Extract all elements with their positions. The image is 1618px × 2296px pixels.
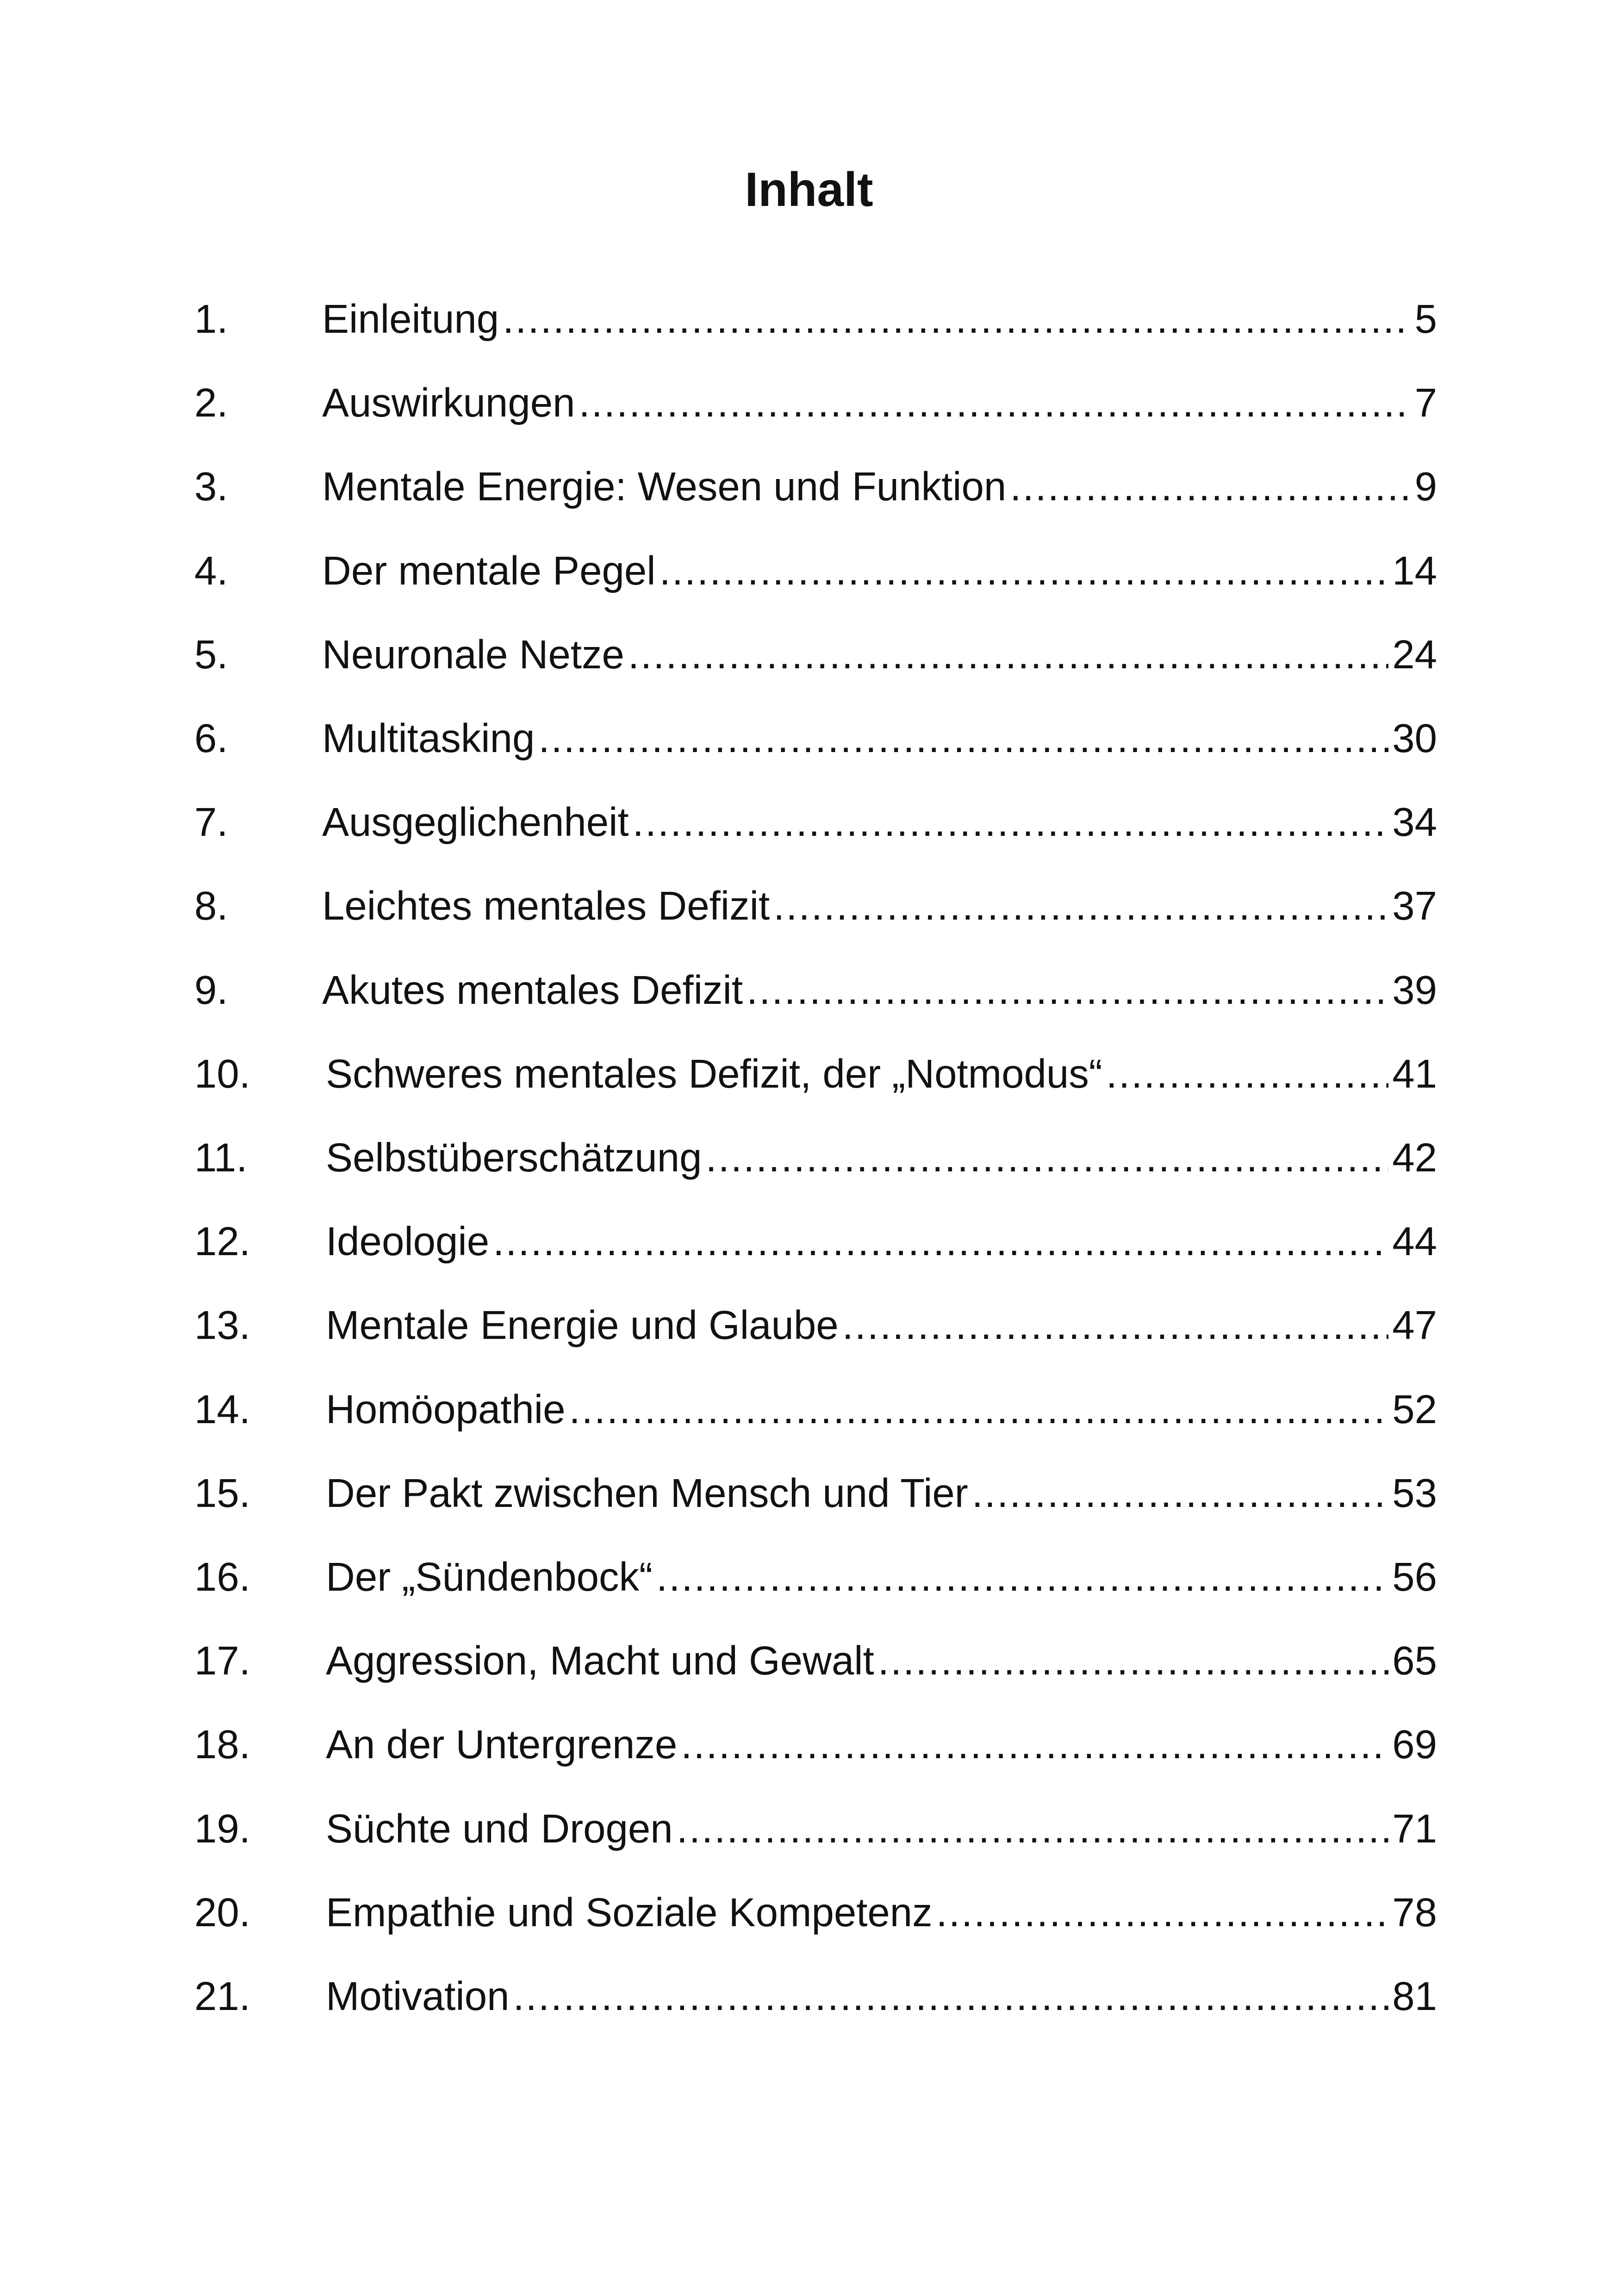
toc-dot-leader (1010, 459, 1411, 515)
toc-entry-line (322, 375, 1437, 431)
toc-entry-line (322, 543, 1437, 599)
toc-entry-label: Akutes mentales Defizit (322, 968, 743, 1013)
toc-dot-leader (747, 963, 1388, 1018)
toc-entry-label: Aggression, Macht und Gewalt (326, 1638, 874, 1683)
toc-entry-number: 21. (194, 1974, 250, 2019)
toc-entry-line (322, 292, 1437, 347)
toc-entry-number: 10. (194, 1052, 250, 1096)
toc-entry-page-number: 30 (1392, 716, 1437, 761)
toc-entry-page-number: 78 (1392, 1890, 1437, 1935)
toc-entry-number: 11. (194, 1135, 248, 1180)
toc-entry[interactable] (194, 711, 1437, 766)
toc-entry-number: 19. (194, 1806, 250, 1851)
toc-entry-label: Der mentale Pegel (322, 548, 656, 593)
toc-entry[interactable] (194, 1549, 1437, 1605)
toc-entry-line (326, 1466, 1437, 1521)
toc-entry-line (326, 1046, 1437, 1102)
toc-entry-number: 14. (194, 1387, 250, 1432)
toc-entry-number: 18. (194, 1722, 250, 1767)
toc-entry[interactable] (194, 1885, 1437, 1941)
toc-entry-number: 12. (194, 1219, 250, 1264)
toc-entry-label: An der Untergrenze (326, 1722, 678, 1767)
toc-entry-label: Multitasking (322, 716, 535, 761)
toc-entry-page-number: 9 (1414, 464, 1437, 509)
toc-entry-number: 6. (194, 716, 228, 761)
toc-entry-line (326, 1717, 1437, 1773)
toc-entry-label: Der „Sündenbock“ (326, 1555, 653, 1599)
toc-dot-leader (842, 1298, 1389, 1353)
toc-entry-line (326, 1298, 1437, 1353)
toc-entry-label: Einleitung (322, 297, 499, 342)
toc-entry-page-number: 69 (1392, 1722, 1437, 1767)
toc-entry-page-number: 37 (1392, 884, 1437, 928)
toc-entry[interactable] (194, 1801, 1437, 1857)
toc-entry-page-number: 7 (1414, 380, 1437, 425)
page-title: Inhalt (745, 163, 873, 217)
toc-entry-number: 5. (194, 632, 228, 677)
toc-entry-page-number: 34 (1392, 800, 1437, 845)
toc-entry[interactable] (194, 1046, 1437, 1102)
toc-dot-leader (579, 375, 1411, 431)
toc-entry-page-number: 56 (1392, 1555, 1437, 1599)
toc-dot-leader (878, 1633, 1388, 1689)
toc-entry-number: 3. (194, 464, 228, 509)
toc-entry-line (322, 711, 1437, 766)
toc-entry-line (326, 1885, 1437, 1941)
toc-entry-label: Auswirkungen (322, 380, 575, 425)
toc-entry-number: 9. (194, 968, 228, 1013)
toc-entry-line (326, 1214, 1437, 1269)
toc-entry-number: 16. (194, 1555, 250, 1599)
toc-entry-label: Selbstüberschätzung (326, 1135, 702, 1180)
toc-entry-label: Leichtes mentales Defizit (322, 884, 770, 928)
toc-entry-line (322, 795, 1437, 850)
toc-entry[interactable] (194, 1633, 1437, 1689)
toc-entry-label: Süchte und Drogen (326, 1806, 673, 1851)
toc-entry-label: Neuronale Netze (322, 632, 624, 677)
toc-entry-page-number: 47 (1392, 1303, 1437, 1348)
toc-entry-page-number: 52 (1392, 1387, 1437, 1432)
toc-entry[interactable] (194, 1969, 1437, 2024)
toc-entry[interactable] (194, 375, 1437, 431)
toc-entry-number: 20. (194, 1890, 250, 1935)
toc-dot-leader (677, 1801, 1389, 1857)
toc-dot-leader (628, 627, 1388, 683)
toc-entry[interactable] (194, 1130, 1437, 1186)
toc-entry-line (322, 627, 1437, 683)
toc-entry-page-number: 5 (1414, 297, 1437, 342)
toc-entry-number: 1. (194, 297, 228, 342)
toc-entry[interactable] (194, 543, 1437, 599)
toc-entry[interactable] (194, 627, 1437, 683)
toc-entry-page-number: 81 (1392, 1974, 1437, 2019)
toc-entry-line (322, 878, 1437, 934)
toc-entry-page-number: 65 (1392, 1638, 1437, 1683)
toc-dot-leader (773, 878, 1388, 934)
toc-entry-page-number: 44 (1392, 1219, 1437, 1264)
toc-entry-number: 7. (194, 800, 228, 845)
toc-entry[interactable] (194, 963, 1437, 1018)
toc-dot-leader (706, 1130, 1389, 1186)
toc-entry-number: 17. (194, 1638, 250, 1683)
toc-entry-line (322, 459, 1437, 515)
toc-entry-label: Empathie und Soziale Kompetenz (326, 1890, 933, 1935)
toc-entry-page-number: 71 (1392, 1806, 1437, 1851)
toc-dot-leader (513, 1969, 1389, 2024)
toc-entry[interactable] (194, 1717, 1437, 1773)
toc-entry-page-number: 41 (1392, 1052, 1437, 1096)
toc-entry-line (326, 1130, 1437, 1186)
toc-entry-page-number: 14 (1392, 548, 1437, 593)
toc-entry[interactable] (194, 459, 1437, 515)
toc-dot-leader (503, 292, 1411, 347)
toc-entry-number: 8. (194, 884, 228, 928)
toc-entry-number: 13. (194, 1303, 250, 1348)
toc-dot-leader (538, 711, 1388, 766)
toc-dot-leader (1106, 1046, 1388, 1102)
toc-entry[interactable] (194, 878, 1437, 934)
toc-dot-leader (493, 1214, 1388, 1269)
toc-entry-line (326, 1969, 1437, 2024)
toc-entry-page-number: 24 (1392, 632, 1437, 677)
toc-entry-label: Mentale Energie: Wesen und Funktion (322, 464, 1007, 509)
toc-entry-label: Mentale Energie und Glaube (326, 1303, 839, 1348)
toc-entry[interactable] (194, 1298, 1437, 1353)
toc-dot-leader (633, 795, 1389, 850)
toc-dot-leader (972, 1466, 1388, 1521)
toc-entry[interactable] (194, 795, 1437, 850)
toc-entry-line (326, 1549, 1437, 1605)
toc-entry[interactable] (194, 1214, 1437, 1269)
toc-entry[interactable] (194, 1466, 1437, 1521)
toc-dot-leader (681, 1717, 1388, 1773)
toc-entry-label: Motivation (326, 1974, 510, 2019)
toc-entry-label: Der Pakt zwischen Mensch und Tier (326, 1471, 968, 1516)
toc-dot-leader (569, 1382, 1389, 1437)
toc-dot-leader (656, 1549, 1388, 1605)
toc-entry-page-number: 53 (1392, 1471, 1437, 1516)
toc-entry-label: Homöopathie (326, 1387, 566, 1432)
toc-entry-page-number: 39 (1392, 968, 1437, 1013)
toc-entry-number: 2. (194, 380, 228, 425)
toc-entry-line (326, 1801, 1437, 1857)
toc-dot-leader (660, 543, 1389, 599)
toc-dot-leader (936, 1885, 1389, 1941)
toc-entry-line (322, 963, 1437, 1018)
toc-entry-number: 15. (194, 1471, 250, 1516)
toc-entry-number: 4. (194, 548, 228, 593)
toc-entry-line (326, 1382, 1437, 1437)
toc-entry-label: Ausgeglichenheit (322, 800, 629, 845)
toc-entry-page-number: 42 (1392, 1135, 1437, 1180)
toc-entry[interactable] (194, 1382, 1437, 1437)
toc-entry-line (326, 1633, 1437, 1689)
toc-entry-label: Schweres mentales Defizit, der „Notmodus“ (326, 1052, 1102, 1096)
toc-entry-label: Ideologie (326, 1219, 490, 1264)
toc-entry[interactable] (194, 292, 1437, 347)
